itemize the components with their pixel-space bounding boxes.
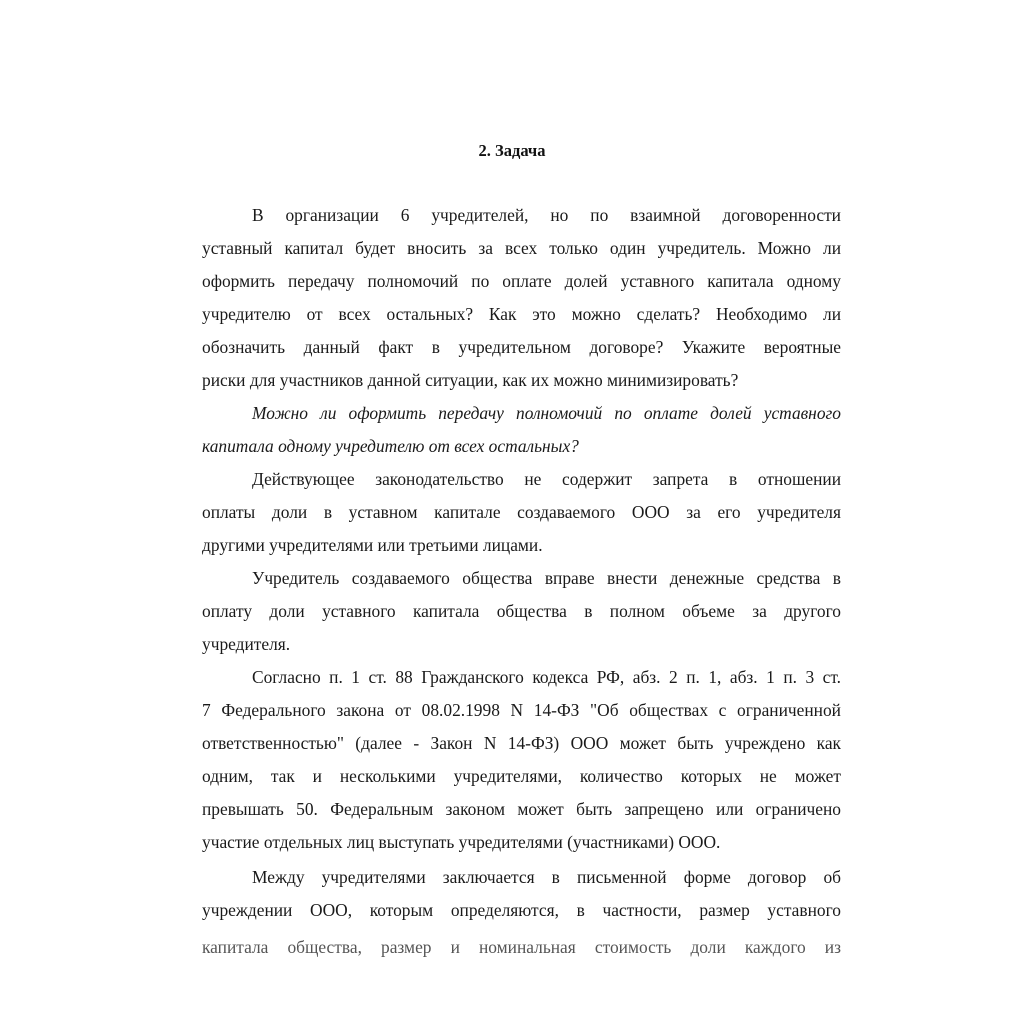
text-line: оплаты доли в уставном капитале создаваемого ООО за его учредителя	[202, 502, 841, 522]
text-line: капитала общества, размер и номинальная стоимость доли каждого из	[202, 937, 841, 957]
cut-off-line	[202, 935, 841, 957]
text-line: уставный капитал будет вносить за всех только один учредитель. Можно ли	[202, 238, 841, 258]
text-line: В организации 6 учредителей, но по взаимной договоренности	[252, 205, 841, 225]
text-line: учредителя.	[202, 634, 291, 654]
text-line: обозначить данный факт в учредительном договоре? Укажите вероятные	[202, 337, 841, 357]
text-line: риски для участников данной ситуации, как их можно минимизировать?	[202, 370, 739, 390]
text-line: оплату доли уставного капитала общества в полном объеме за другого	[202, 601, 841, 621]
text-line: одним, так и несколькими учредителями, количество которых не может	[202, 766, 841, 786]
text-line: Согласно п. 1 ст. 88 Гражданского кодекса РФ, абз. 2 п. 1, абз. 1 п. 3 ст.	[252, 667, 841, 687]
text-line: ответственностью" (далее - Закон N 14-ФЗ) ООО может быть учреждено как	[202, 733, 841, 753]
text-line: учредителю от всех остальных? Как это можно сделать? Необходимо ли	[202, 304, 841, 324]
section-title: 2. Задача	[478, 141, 546, 160]
text-line: Между учредителями заключается в письменной форме договор об	[252, 867, 841, 887]
text-line: другими учредителями или третьими лицами.	[202, 535, 543, 555]
question-line: капитала одному учредителю от всех остальных?	[202, 436, 579, 456]
question-line: Можно ли оформить передачу полномочий по оплате долей уставного	[252, 403, 841, 423]
text-line: превышать 50. Федеральным законом может быть запрещено или ограничено	[202, 799, 841, 819]
text-line: оформить передачу полномочий по оплате долей уставного капитала одному	[202, 271, 841, 291]
text-line: Учредитель создаваемого общества вправе внести денежные средства в	[252, 568, 841, 588]
text-line: учреждении ООО, которым определяются, в частности, размер уставного	[202, 900, 841, 920]
text-line: участие отдельных лиц выступать учредителями (участниками) ООО.	[202, 832, 721, 852]
text-line: 7 Федерального закона от 08.02.1998 N 14-ФЗ "Об обществах с ограниченной	[202, 700, 841, 720]
text-line: Действующее законодательство не содержит запрета в отношении	[252, 469, 841, 489]
